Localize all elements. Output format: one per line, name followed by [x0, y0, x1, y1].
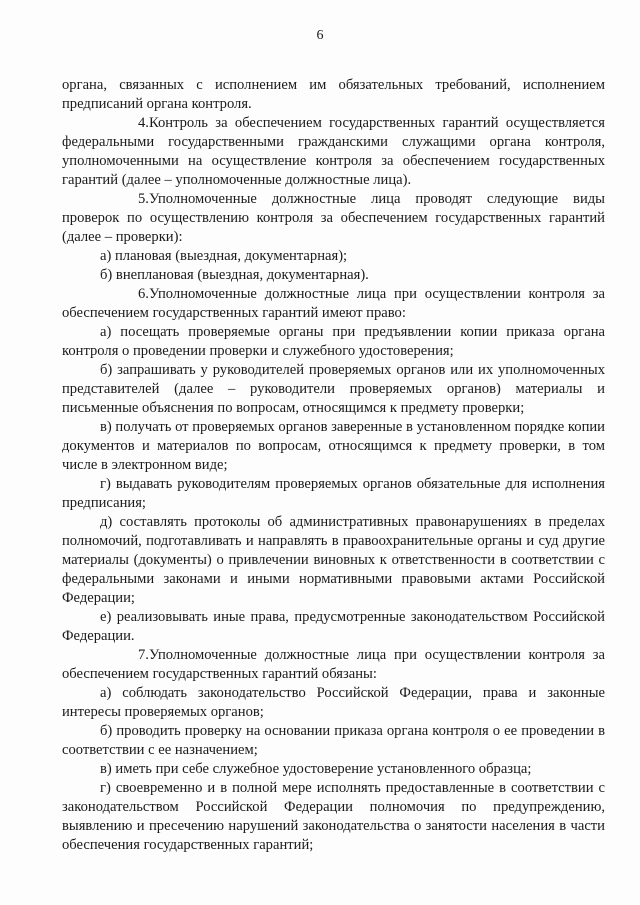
- paragraph-subitem: г) своевременно и в полной мере исполнять предоставленные в соответствии с законодательством Российской Федерации полномочия по предупреждению, выявлению и пресечению нарушений законодательства о занятости населения в части обеспечения государственных гарантий;: [62, 780, 605, 853]
- paragraph-subitem: в) иметь при себе служебное удостоверение установленного образца;: [100, 761, 532, 777]
- paragraph-subitem: б) проводить проверку на основании приказа органа контроля о ее проведении в соответствии с ее назначением;: [62, 723, 605, 758]
- item-number: 4.: [138, 115, 149, 131]
- page-number: 6: [316, 28, 324, 43]
- paragraph-subitem: д) составлять протоколы об административных правонарушениях в пределах полномочий, подготавливать и направлять в правоохранительные органы и суд другие материалы (документы) о привлечении виновных к ответственности в соответствии с федеральными законами и иными нормативными правовыми актами Российской Федерации;: [62, 514, 605, 606]
- paragraph-subitem: а) соблюдать законодательство Российской Федерации, права и законные интересы проверяемых органов;: [62, 685, 605, 720]
- paragraph-item-5: 5.Уполномоченные должностные лица проводят следующие виды проверок по осуществлению контроля за обеспечением государственных гарантий (далее – проверки):: [62, 191, 605, 245]
- item-number: 6.: [138, 286, 149, 302]
- paragraph-subitem: в) получать от проверяемых органов заверенные в установленном порядке копии документов и материалов по вопросам, относящимся к предмету проверки, в том числе в электронном виде;: [62, 419, 605, 473]
- paragraph-subitem: е) реализовывать иные права, предусмотренные законодательством Российской Федерации.: [62, 609, 605, 644]
- paragraph-continuation: органа, связанных с исполнением им обязательных требований, исполнением предписаний органа контроля.: [62, 77, 605, 112]
- paragraph-item-7: 7.Уполномоченные должностные лица при осуществлении контроля за обеспечением государственных гарантий обязаны:: [62, 647, 605, 682]
- paragraph-subitem: б) внеплановая (выездная, документарная).: [100, 267, 369, 283]
- paragraph-subitem: г) выдавать руководителям проверяемых органов обязательные для исполнения предписания;: [62, 476, 605, 511]
- document-body: [62, 76, 605, 855]
- paragraph-subitem: а) посещать проверяемые органы при предъявлении копии приказа органа контроля о проведении проверки и служебного удостоверения;: [62, 324, 605, 359]
- paragraph-subitem: а) плановая (выездная, документарная);: [100, 248, 348, 264]
- paragraph-item-4: 4.Контроль за обеспечением государственных гарантий осуществляется федеральными государственными гражданскими служащими органа контроля, уполномоченными на осуществление контроля за обеспечением государственных гарантий (далее – уполномоченные должностные лица).: [62, 115, 605, 188]
- paragraph-item-6: 6.Уполномоченные должностные лица при осуществлении контроля за обеспечением государственных гарантий имеют право:: [62, 286, 605, 321]
- item-number: 7.: [138, 647, 149, 663]
- paragraph-subitem: б) запрашивать у руководителей проверяемых органов или их уполномоченных представителей (далее – руководители проверяемых органов) материалы и письменные объяснения по вопросам, относящимся к предмету проверки;: [62, 362, 605, 416]
- item-number: 5.: [138, 191, 149, 207]
